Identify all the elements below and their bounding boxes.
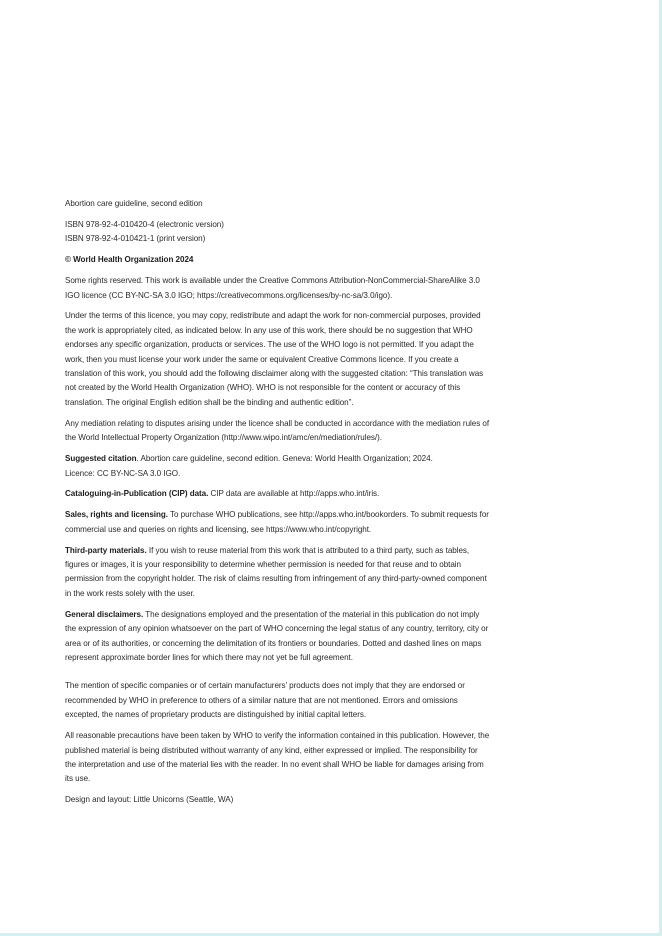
copyright-notice	[65, 253, 490, 267]
general-disclaimers-text: The designations employed and the presentation of the material in this publication do not imply the expression of any opinion whatsoever on the part of WHO concerning the legal status of any country, territory, city or area or of its authorities, or concerning the delimitation of its frontiers or boundaries. Dotted and dashed lines on maps represent approximate border lines for which there may not yet be full agreement.	[65, 609, 489, 662]
suggested-citation-text: . Abortion care guideline, second edition. Geneva: World Health Organization; 2024.	[136, 454, 433, 464]
suggested-citation-paragraph	[65, 452, 490, 481]
rights-paragraph: Some rights reserved. This work is available under the Creative Commons Attribution-NonCommercial-ShareAlike 3.0 IGO licence (CC BY-NC-SA 3.0 IGO; https://creativecommons.org/licenses/by-nc-sa/3.0/igo).	[65, 276, 480, 300]
companies-paragraph: The mention of specific companies or of certain manufacturers’ products does not imply that they are endorsed or recommended by WHO in preference to others of a similar nature that are not mentioned. Errors and omissions excepted, the names of proprietary products are distinguished by initial capital letters.	[65, 681, 465, 720]
copyright-page-text	[65, 197, 490, 814]
third-party-label: Third-party materials.	[65, 545, 147, 555]
sales-label: Sales, rights and licensing.	[65, 510, 168, 520]
cataloguing-paragraph	[65, 487, 490, 501]
sales-paragraph	[65, 508, 490, 537]
general-disclaimers-paragraph	[65, 608, 490, 666]
design-credit: Design and layout: Little Unicorns (Seattle, WA)	[65, 795, 234, 805]
sales-text: To purchase WHO publications, see http://apps.who.int/bookorders. To submit requests for commercial use and queries on rights and licensing, see https://www.who.int/copyright.	[65, 510, 489, 534]
isbn-print: ISBN 978-92-4-010421-1 (print version)	[65, 234, 206, 244]
cataloguing-text: CIP data are available at http://apps.who.int/iris.	[208, 489, 380, 499]
third-party-text: If you wish to reuse material from this work that is attributed to a third party, such as tables, figures or images, it is your responsibility to determine whether permission is needed for that reuse and to obtain permission from the copyright holder. The risk of claims resulting from infringement of any third-party-owned component in the work rests solely with the user.	[65, 545, 487, 598]
precautions-paragraph: All reasonable precautions have been taken by WHO to verify the information contained in this publication. However, the published material is being distributed without warranty of any kind, either expressed or implied. The responsibility for the interpretation and use of the material lies with the reader. In no event shall WHO be liable for damages arising from its use.	[65, 731, 490, 784]
third-party-paragraph	[65, 544, 490, 602]
copyright-text: © World Health Organization 2024	[65, 255, 194, 265]
general-disclaimers-label: General disclaimers.	[65, 609, 144, 619]
suggested-citation-licence: Licence: CC BY-NC-SA 3.0 IGO.	[65, 468, 181, 478]
isbn-block	[65, 218, 490, 247]
publication-title: Abortion care guideline, second edition	[65, 199, 203, 208]
suggested-citation-label: Suggested citation	[65, 454, 137, 464]
mediation-paragraph: Any mediation relating to disputes arising under the licence shall be conducted in accordance with the mediation rules of the World Intellectual Property Organization (http://www.wipo.int/amc/en/mediation/rules/).	[65, 418, 490, 443]
isbn-electronic: ISBN 978-92-4-010420-4 (electronic version)	[65, 219, 224, 229]
licence-terms-paragraph: Under the terms of this licence, you may copy, redistribute and adapt the work for non-commercial purposes, provided the work is appropriately cited, as indicated below. In any use of this work, there should be no suggestion that WHO endorses any specific organization, products or services. The use of the WHO logo is not permitted. If you adapt the work, then you must license your work under the same or equivalent Creative Commons licence. If you create a translation of this work, you should add the following disclaimer along with the suggested citation: “This translation was not created by the World Health Organization (WHO). WHO is not responsible for the content or accuracy of this translation. The original English edition shall be the binding and authentic edition”.	[65, 311, 484, 407]
cataloguing-label: Cataloguing-in-Publication (CIP) data.	[65, 489, 209, 499]
